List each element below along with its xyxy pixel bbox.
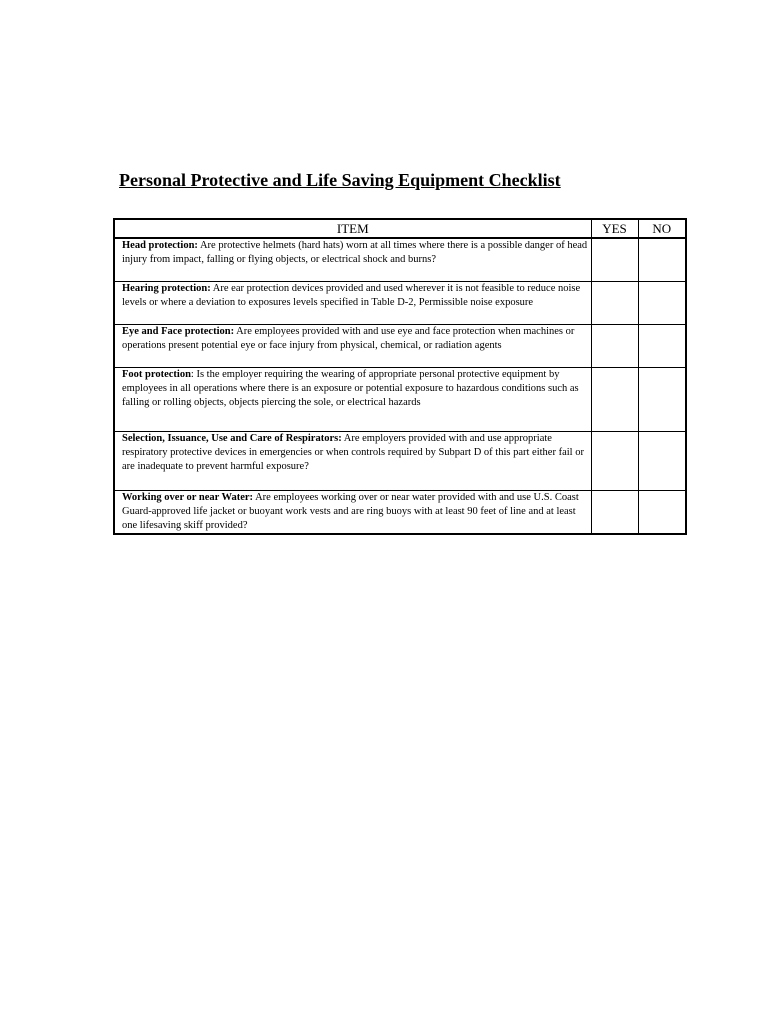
checklist-table xyxy=(113,218,687,535)
item-lead: Eye and Face protection: xyxy=(122,325,235,337)
item-text: Are protective helmets (hard hats) worn at all times where there is a possible danger of head injury from impact, falling or flying objects, or electrical shock and burns? xyxy=(122,240,588,265)
yes-checkbox-cell[interactable] xyxy=(591,431,638,490)
item-lead: Hearing protection: xyxy=(122,282,211,294)
item-text: Are ear protection devices provided and used wherever it is not feasible to reduce noise levels or where a deviation to exposures levels specified in Table D-2, Permissible noise exposure xyxy=(122,282,581,308)
table-row xyxy=(114,490,686,534)
item-lead: Foot protection xyxy=(122,368,191,380)
column-header-item: ITEM xyxy=(114,219,591,238)
yes-checkbox-cell[interactable] xyxy=(591,238,638,281)
item-cell xyxy=(114,324,591,367)
item-text: Are employers provided with and use appropriate respiratory protective devices in emergencies or when controls required by Subpart D of this part either fail or are inadequate to prevent harmful exposure? xyxy=(122,432,584,472)
yes-checkbox-cell[interactable] xyxy=(591,281,638,324)
no-checkbox-cell[interactable] xyxy=(638,367,686,431)
item-cell xyxy=(114,238,591,281)
item-text: Are employees working over or near water provided with and use U.S. Coast Guard-approved life jacket or buoyant work vests and are ring buoys with at least 90 feet of line and at least one lifesaving skiff provided? xyxy=(122,491,579,531)
no-checkbox-cell[interactable] xyxy=(638,490,686,534)
no-checkbox-cell[interactable] xyxy=(638,238,686,281)
item-lead: Working over or near Water: xyxy=(122,491,254,503)
no-checkbox-cell[interactable] xyxy=(638,281,686,324)
table-row xyxy=(114,324,686,367)
page-title: Personal Protective and Life Saving Equipment Checklist xyxy=(119,170,561,190)
table-row xyxy=(114,238,686,281)
column-header-no: NO xyxy=(638,219,686,238)
table-row xyxy=(114,281,686,324)
item-cell xyxy=(114,431,591,490)
item-lead: Head protection: xyxy=(122,240,198,251)
column-header-yes: YES xyxy=(591,219,638,238)
item-cell xyxy=(114,281,591,324)
no-checkbox-cell[interactable] xyxy=(638,431,686,490)
table-row xyxy=(114,367,686,431)
item-text: Are employees provided with and use eye and face protection when machines or operations present potential eye or face injury from physical, chemical, or radiation agents xyxy=(122,325,575,351)
no-checkbox-cell[interactable] xyxy=(638,324,686,367)
table-row xyxy=(114,431,686,490)
table-header-row xyxy=(114,219,686,238)
item-lead: Selection, Issuance, Use and Care of Respirators: xyxy=(122,432,342,444)
item-text: : Is the employer requiring the wearing of appropriate personal protective equipment by employees in all operations where there is an exposure or potential exposure to hazardous conditions such as falling or rolling objects, objects piercing the sole, or electrical hazards xyxy=(122,368,579,408)
yes-checkbox-cell[interactable] xyxy=(591,324,638,367)
item-cell xyxy=(114,367,591,431)
yes-checkbox-cell[interactable] xyxy=(591,367,638,431)
item-cell xyxy=(114,490,591,534)
yes-checkbox-cell[interactable] xyxy=(591,490,638,534)
